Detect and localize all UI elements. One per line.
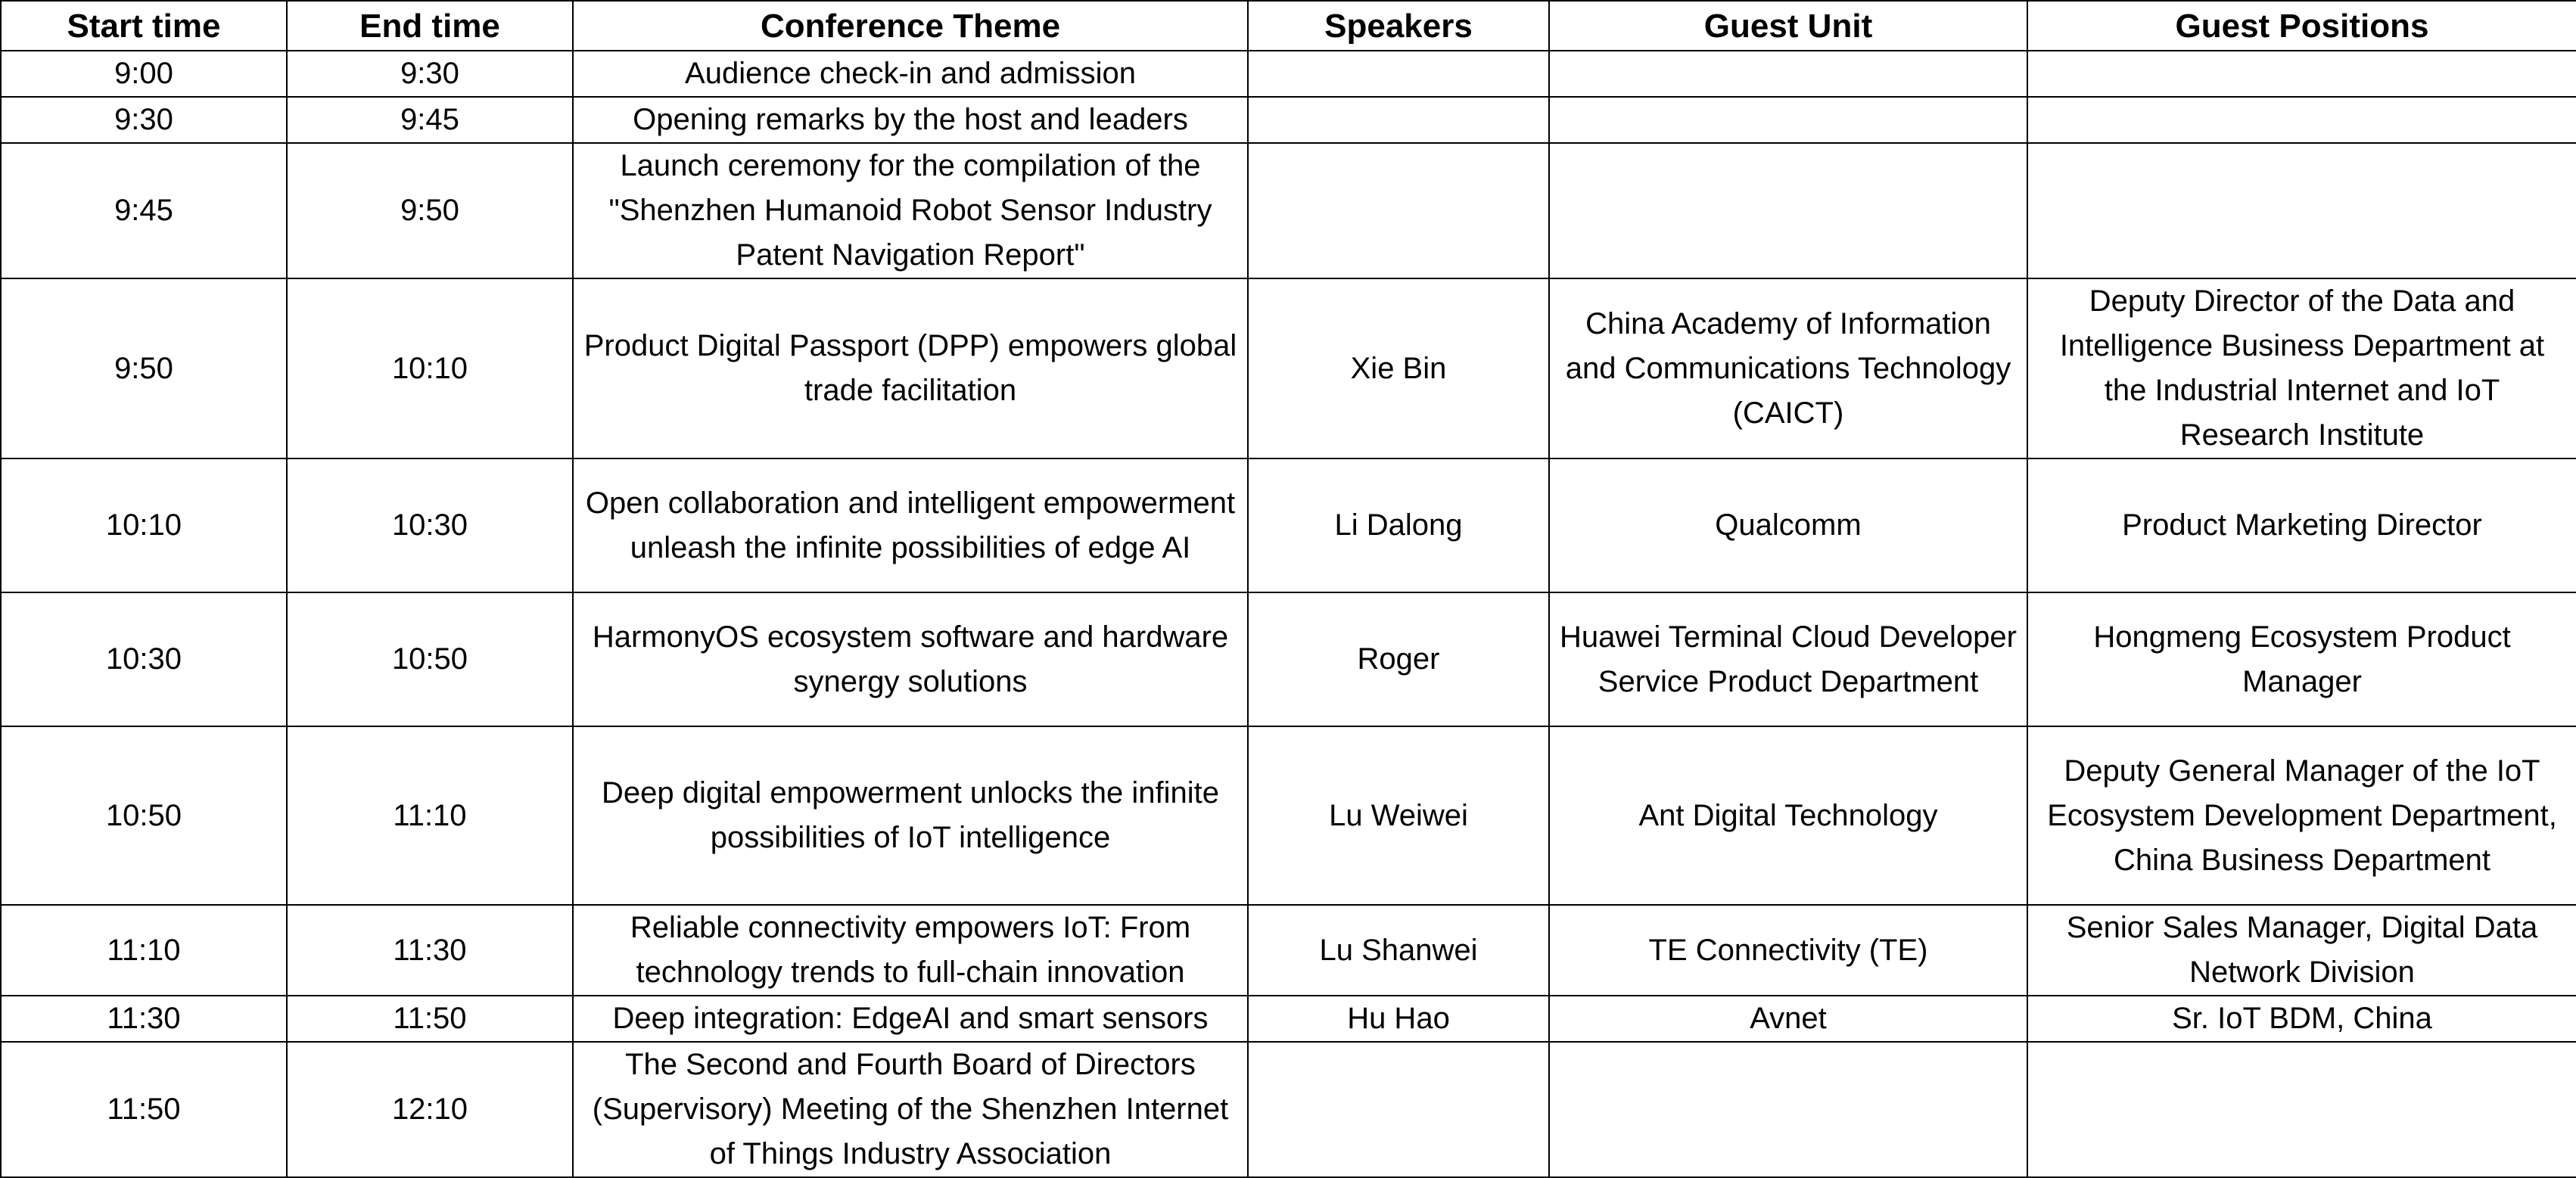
cell-start-time: 11:30 bbox=[1, 996, 287, 1042]
cell-position bbox=[2027, 51, 2576, 97]
table-row bbox=[1, 51, 2576, 97]
cell-start-time: 9:50 bbox=[1, 278, 287, 458]
cell-end-time: 11:50 bbox=[287, 996, 573, 1042]
header-end-time: End time bbox=[287, 1, 573, 51]
cell-theme: Deep digital empowerment unlocks the infinite possibilities of IoT intelligence bbox=[573, 726, 1248, 905]
cell-position bbox=[2027, 143, 2576, 278]
cell-speaker bbox=[1248, 1042, 1549, 1177]
cell-theme: Launch ceremony for the compilation of the "Shenzhen Humanoid Robot Sensor Industry Patent Navigation Report" bbox=[573, 143, 1248, 278]
table-row bbox=[1, 97, 2576, 143]
table-row bbox=[1, 905, 2576, 996]
cell-unit: Qualcomm bbox=[1549, 458, 2027, 592]
cell-theme: Audience check-in and admission bbox=[573, 51, 1248, 97]
cell-theme: HarmonyOS ecosystem software and hardware synergy solutions bbox=[573, 592, 1248, 726]
cell-theme: Product Digital Passport (DPP) empowers global trade facilitation bbox=[573, 278, 1248, 458]
cell-end-time: 9:30 bbox=[287, 51, 573, 97]
table-row bbox=[1, 143, 2576, 278]
cell-unit: Ant Digital Technology bbox=[1549, 726, 2027, 905]
header-start-time: Start time bbox=[1, 1, 287, 51]
table-row bbox=[1, 278, 2576, 458]
table-row bbox=[1, 996, 2576, 1042]
cell-theme: Open collaboration and intelligent empowerment unleash the infinite possibilities of edge AI bbox=[573, 458, 1248, 592]
cell-end-time: 12:10 bbox=[287, 1042, 573, 1177]
cell-position: Deputy General Manager of the IoT Ecosystem Development Department, China Business Department bbox=[2027, 726, 2576, 905]
cell-speaker: Lu Weiwei bbox=[1248, 726, 1549, 905]
table-row bbox=[1, 726, 2576, 905]
cell-speaker bbox=[1248, 143, 1549, 278]
cell-theme: The Second and Fourth Board of Directors (Supervisory) Meeting of the Shenzhen Internet of Things Industry Association bbox=[573, 1042, 1248, 1177]
cell-start-time: 9:00 bbox=[1, 51, 287, 97]
cell-position: Senior Sales Manager, Digital Data Network Division bbox=[2027, 905, 2576, 996]
header-speakers: Speakers bbox=[1248, 1, 1549, 51]
cell-theme: Reliable connectivity empowers IoT: From technology trends to full-chain innovation bbox=[573, 905, 1248, 996]
cell-unit: Avnet bbox=[1549, 996, 2027, 1042]
cell-position: Deputy Director of the Data and Intelligence Business Department at the Industrial Internet and IoT Research Institute bbox=[2027, 278, 2576, 458]
cell-end-time: 11:10 bbox=[287, 726, 573, 905]
cell-position bbox=[2027, 1042, 2576, 1177]
cell-position bbox=[2027, 97, 2576, 143]
cell-unit bbox=[1549, 143, 2027, 278]
cell-end-time: 9:50 bbox=[287, 143, 573, 278]
cell-unit bbox=[1549, 51, 2027, 97]
cell-theme: Opening remarks by the host and leaders bbox=[573, 97, 1248, 143]
header-guest-unit: Guest Unit bbox=[1549, 1, 2027, 51]
table-row bbox=[1, 592, 2576, 726]
cell-unit: China Academy of Information and Communications Technology (CAICT) bbox=[1549, 278, 2027, 458]
cell-start-time: 9:30 bbox=[1, 97, 287, 143]
cell-speaker: Xie Bin bbox=[1248, 278, 1549, 458]
cell-theme: Deep integration: EdgeAI and smart sensors bbox=[573, 996, 1248, 1042]
cell-start-time: 10:50 bbox=[1, 726, 287, 905]
cell-start-time: 10:30 bbox=[1, 592, 287, 726]
cell-start-time: 11:10 bbox=[1, 905, 287, 996]
cell-end-time: 10:50 bbox=[287, 592, 573, 726]
cell-end-time: 9:45 bbox=[287, 97, 573, 143]
cell-speaker: Li Dalong bbox=[1248, 458, 1549, 592]
cell-start-time: 10:10 bbox=[1, 458, 287, 592]
cell-end-time: 10:10 bbox=[287, 278, 573, 458]
table-row bbox=[1, 458, 2576, 592]
cell-unit bbox=[1549, 97, 2027, 143]
cell-position: Hongmeng Ecosystem Product Manager bbox=[2027, 592, 2576, 726]
cell-unit: TE Connectivity (TE) bbox=[1549, 905, 2027, 996]
cell-position: Product Marketing Director bbox=[2027, 458, 2576, 592]
cell-speaker bbox=[1248, 97, 1549, 143]
cell-speaker: Lu Shanwei bbox=[1248, 905, 1549, 996]
header-conference-theme: Conference Theme bbox=[573, 1, 1248, 51]
cell-position: Sr. IoT BDM, China bbox=[2027, 996, 2576, 1042]
cell-unit bbox=[1549, 1042, 2027, 1177]
cell-unit: Huawei Terminal Cloud Developer Service Product Department bbox=[1549, 592, 2027, 726]
cell-speaker: Hu Hao bbox=[1248, 996, 1549, 1042]
cell-end-time: 11:30 bbox=[287, 905, 573, 996]
table-row bbox=[1, 1042, 2576, 1177]
header-row bbox=[1, 1, 2576, 51]
cell-start-time: 11:50 bbox=[1, 1042, 287, 1177]
cell-speaker bbox=[1248, 51, 1549, 97]
cell-start-time: 9:45 bbox=[1, 143, 287, 278]
cell-end-time: 10:30 bbox=[287, 458, 573, 592]
header-guest-positions: Guest Positions bbox=[2027, 1, 2576, 51]
cell-speaker: Roger bbox=[1248, 592, 1549, 726]
